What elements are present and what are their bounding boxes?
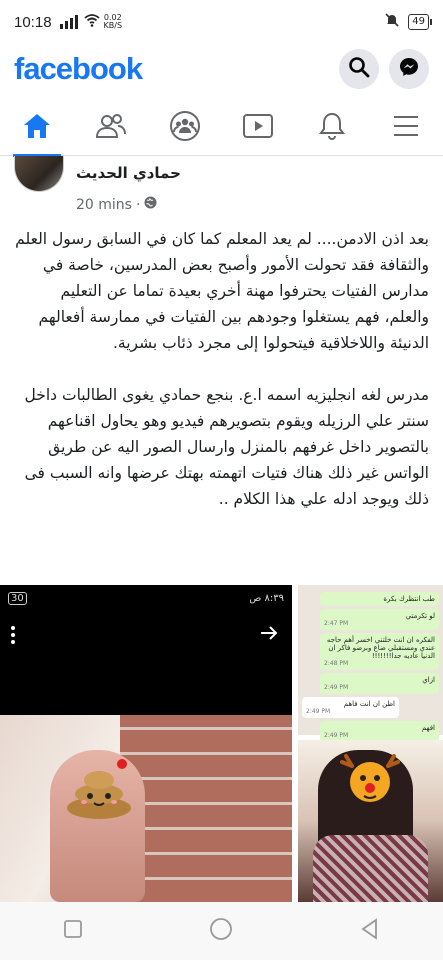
chat-bubble-incoming: اظن ان انت فاهم 2:49 PM xyxy=(302,697,399,718)
tab-groups[interactable] xyxy=(155,100,215,156)
post-meta xyxy=(76,196,157,213)
home-icon xyxy=(22,112,52,144)
globe-icon xyxy=(144,196,157,213)
media-item-chat-screenshot[interactable] xyxy=(298,585,443,739)
embedded-status-bar xyxy=(0,585,292,611)
speed-unit: KB/S xyxy=(103,21,123,30)
status-time: 10:18 xyxy=(14,13,52,31)
tab-friends[interactable] xyxy=(81,100,141,156)
photo-brick-wall xyxy=(0,715,292,902)
wifi-icon xyxy=(84,13,100,31)
main-nav xyxy=(0,100,443,156)
post-paragraph-2: مدرس لغه انجليزيه اسمه ا.ع. بنجع حمادي يغوى الطالبات داخل سنتر علي الرزيله ويقوم بتصويرهم فيديو وهو يحاول اقناعهم بالتصوير داخل غرفهم بالمنزل وارسال الصور اليه عن طريق الواتس غير ذلك هناك فتيات اتهمته بهتك عرضها وانه السبب فى ذلك ويوجد ادله علي هذا الكلام .. xyxy=(24,386,429,508)
chat-bubble: لو تكرمتي 2:47 PM xyxy=(320,609,439,630)
post-time[interactable]: 20 mins xyxy=(76,196,132,213)
poo-emoji-sticker xyxy=(64,758,134,818)
square-icon[interactable] xyxy=(63,919,83,943)
circle-icon[interactable] xyxy=(209,917,233,945)
chat-bubble: طب انتظرك بكرة xyxy=(320,592,439,606)
search-button[interactable] xyxy=(339,49,379,89)
messenger-button[interactable] xyxy=(389,49,429,89)
post-media[interactable] xyxy=(0,585,443,902)
embedded-badge: 30 xyxy=(8,592,27,605)
media-item-video-screenshot[interactable] xyxy=(0,585,292,902)
friends-icon xyxy=(95,112,127,144)
battery-indicator: 49 xyxy=(408,14,429,30)
signal-icon xyxy=(60,15,78,29)
system-nav-bar xyxy=(0,902,443,960)
menu-icon xyxy=(392,114,420,142)
app-header xyxy=(0,44,443,94)
chat-bubble: الفكره ان انت خلتني اخسر أهم حاجه عندي ومستقبلي ضاع وبرضو فاكر ان الدنيا عاديه جدا!!!!!!! 2:48 PM xyxy=(320,633,439,670)
groups-icon xyxy=(169,110,201,146)
chat-bubble: افهم 2:49 PM xyxy=(320,721,439,742)
tab-menu[interactable] xyxy=(376,100,436,156)
search-icon xyxy=(348,56,370,82)
post-author[interactable]: حمادي الحديث xyxy=(76,164,181,182)
post-header xyxy=(0,156,443,222)
forward-arrow-icon xyxy=(260,625,278,645)
facebook-logo[interactable]: facebook xyxy=(14,51,143,86)
chat-bubble: ازاي 2:49 PM xyxy=(320,673,439,694)
more-vertical-icon xyxy=(10,625,16,649)
status-bar xyxy=(0,0,443,44)
network-speed xyxy=(104,14,123,30)
reindeer-emoji-sticker xyxy=(340,748,400,814)
notifications-icon xyxy=(318,111,346,145)
back-triangle-icon[interactable] xyxy=(360,918,380,944)
messenger-icon xyxy=(398,56,420,82)
tab-watch[interactable] xyxy=(228,100,288,156)
separator-dot: · xyxy=(135,196,141,213)
silent-icon xyxy=(384,12,400,32)
post-body xyxy=(14,226,429,538)
speed-value: 0.02 xyxy=(103,13,122,22)
tab-notifications[interactable] xyxy=(302,100,362,156)
embedded-time: ٨:٣٩ ص xyxy=(249,592,284,604)
watch-icon xyxy=(242,112,274,144)
media-item-photo[interactable] xyxy=(298,740,443,902)
media-right-column xyxy=(298,585,443,902)
author-avatar[interactable] xyxy=(14,156,64,192)
tab-home[interactable] xyxy=(7,100,67,156)
embedded-video-controls xyxy=(0,611,292,711)
post-paragraph-1: بعد اذن الادمن.... لم يعد المعلم كما كان في السابق رسول العلم والثقافة فقد تحولت الأمور وأصبح بعض المدرسين، خاصة في مدارس الفتيات يحترفوا مهنة أخري بعيدة تماما عن التعليم والعلم، فهم يستغلوا وجودهم بين الفتيات في ممارسة أفعالهم الدنيئة واللاخلاقية فيتحولوا إلى مجرد ذئاب بشرية. xyxy=(15,230,429,352)
